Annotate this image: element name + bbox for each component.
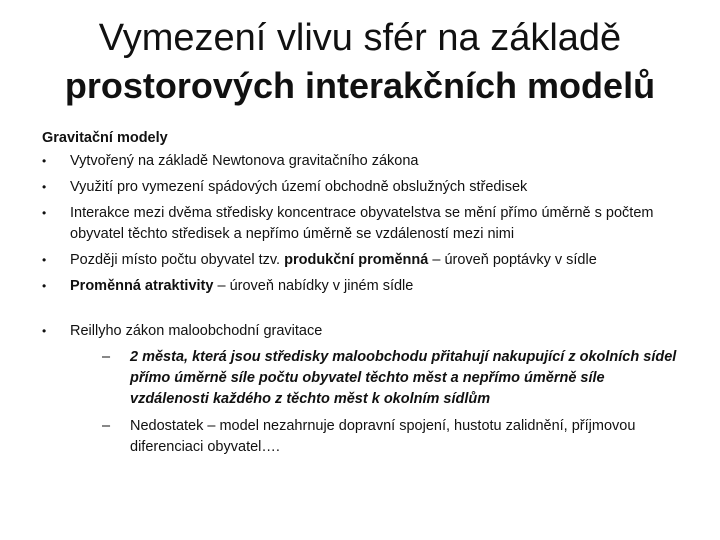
slide-title (20, 14, 700, 110)
bullet-item (42, 250, 682, 271)
bullet-glyph: • (42, 324, 47, 338)
dash-glyph: – (102, 418, 111, 434)
sub-bullet-list (70, 347, 682, 458)
bullet-item (42, 151, 682, 172)
bullet-text-bold: produkční proměnná (284, 252, 429, 268)
sub-bullet-item (102, 347, 682, 410)
section-heading: Gravitační modely (42, 130, 168, 146)
slide-content (42, 128, 682, 464)
dash-glyph: – (102, 349, 111, 365)
sub-bullet-text: Nedostatek – model nezahrnuje dopravní spojení, hustotu zalidnění, příjmovou diferenciaci obyvatel…. (130, 418, 636, 455)
bullet-glyph: • (42, 206, 47, 220)
bullet-text: Reillyho zákon maloobchodní gravitace (70, 323, 323, 339)
title-line-1: Vymezení vlivu sfér na základě (98, 17, 622, 59)
bullet-item (42, 203, 682, 245)
bullet-glyph: • (42, 180, 47, 194)
sub-bullet-text: 2 města, která jsou středisky maloobchodu přitahují nakupující z okolních sídel přímo úměrně síle počtu obyvatel těchto měst a nepřímo úměrně síle vzdálenosti každého z těchto měst k okolním sídlům (130, 349, 677, 407)
bullet-item (42, 177, 682, 198)
bullet-text-suffix: – úroveň nabídky v jiném sídle (213, 278, 414, 294)
bullet-text-prefix: Později místo počtu obyvatel tzv. (70, 252, 285, 268)
bullet-item (42, 276, 682, 297)
bullet-glyph: • (42, 253, 47, 267)
bullet-list (42, 151, 682, 458)
bullet-text: Využití pro vymezení spádových území obchodně obslužných středisek (70, 179, 528, 195)
title-line-2: prostorových interakčních modelů (64, 65, 656, 106)
bullet-glyph: • (42, 279, 47, 293)
bullet-text-suffix: – úroveň poptávky v sídle (428, 252, 597, 268)
sub-bullet-item (102, 416, 682, 458)
bullet-glyph: • (42, 154, 47, 168)
bullet-text-bold: Proměnná atraktivity (70, 278, 214, 294)
bullet-text: Interakce mezi dvěma středisky koncentrace obyvatelstva se mění přímo úměrně s počtem obyvatel těchto středisek a nepřímo úměrně se vzdáleností mezi nimi (70, 205, 654, 242)
bullet-text: Vytvořený na základě Newtonova gravitačního zákona (70, 153, 419, 169)
spacer (42, 302, 682, 316)
bullet-item (42, 321, 682, 458)
